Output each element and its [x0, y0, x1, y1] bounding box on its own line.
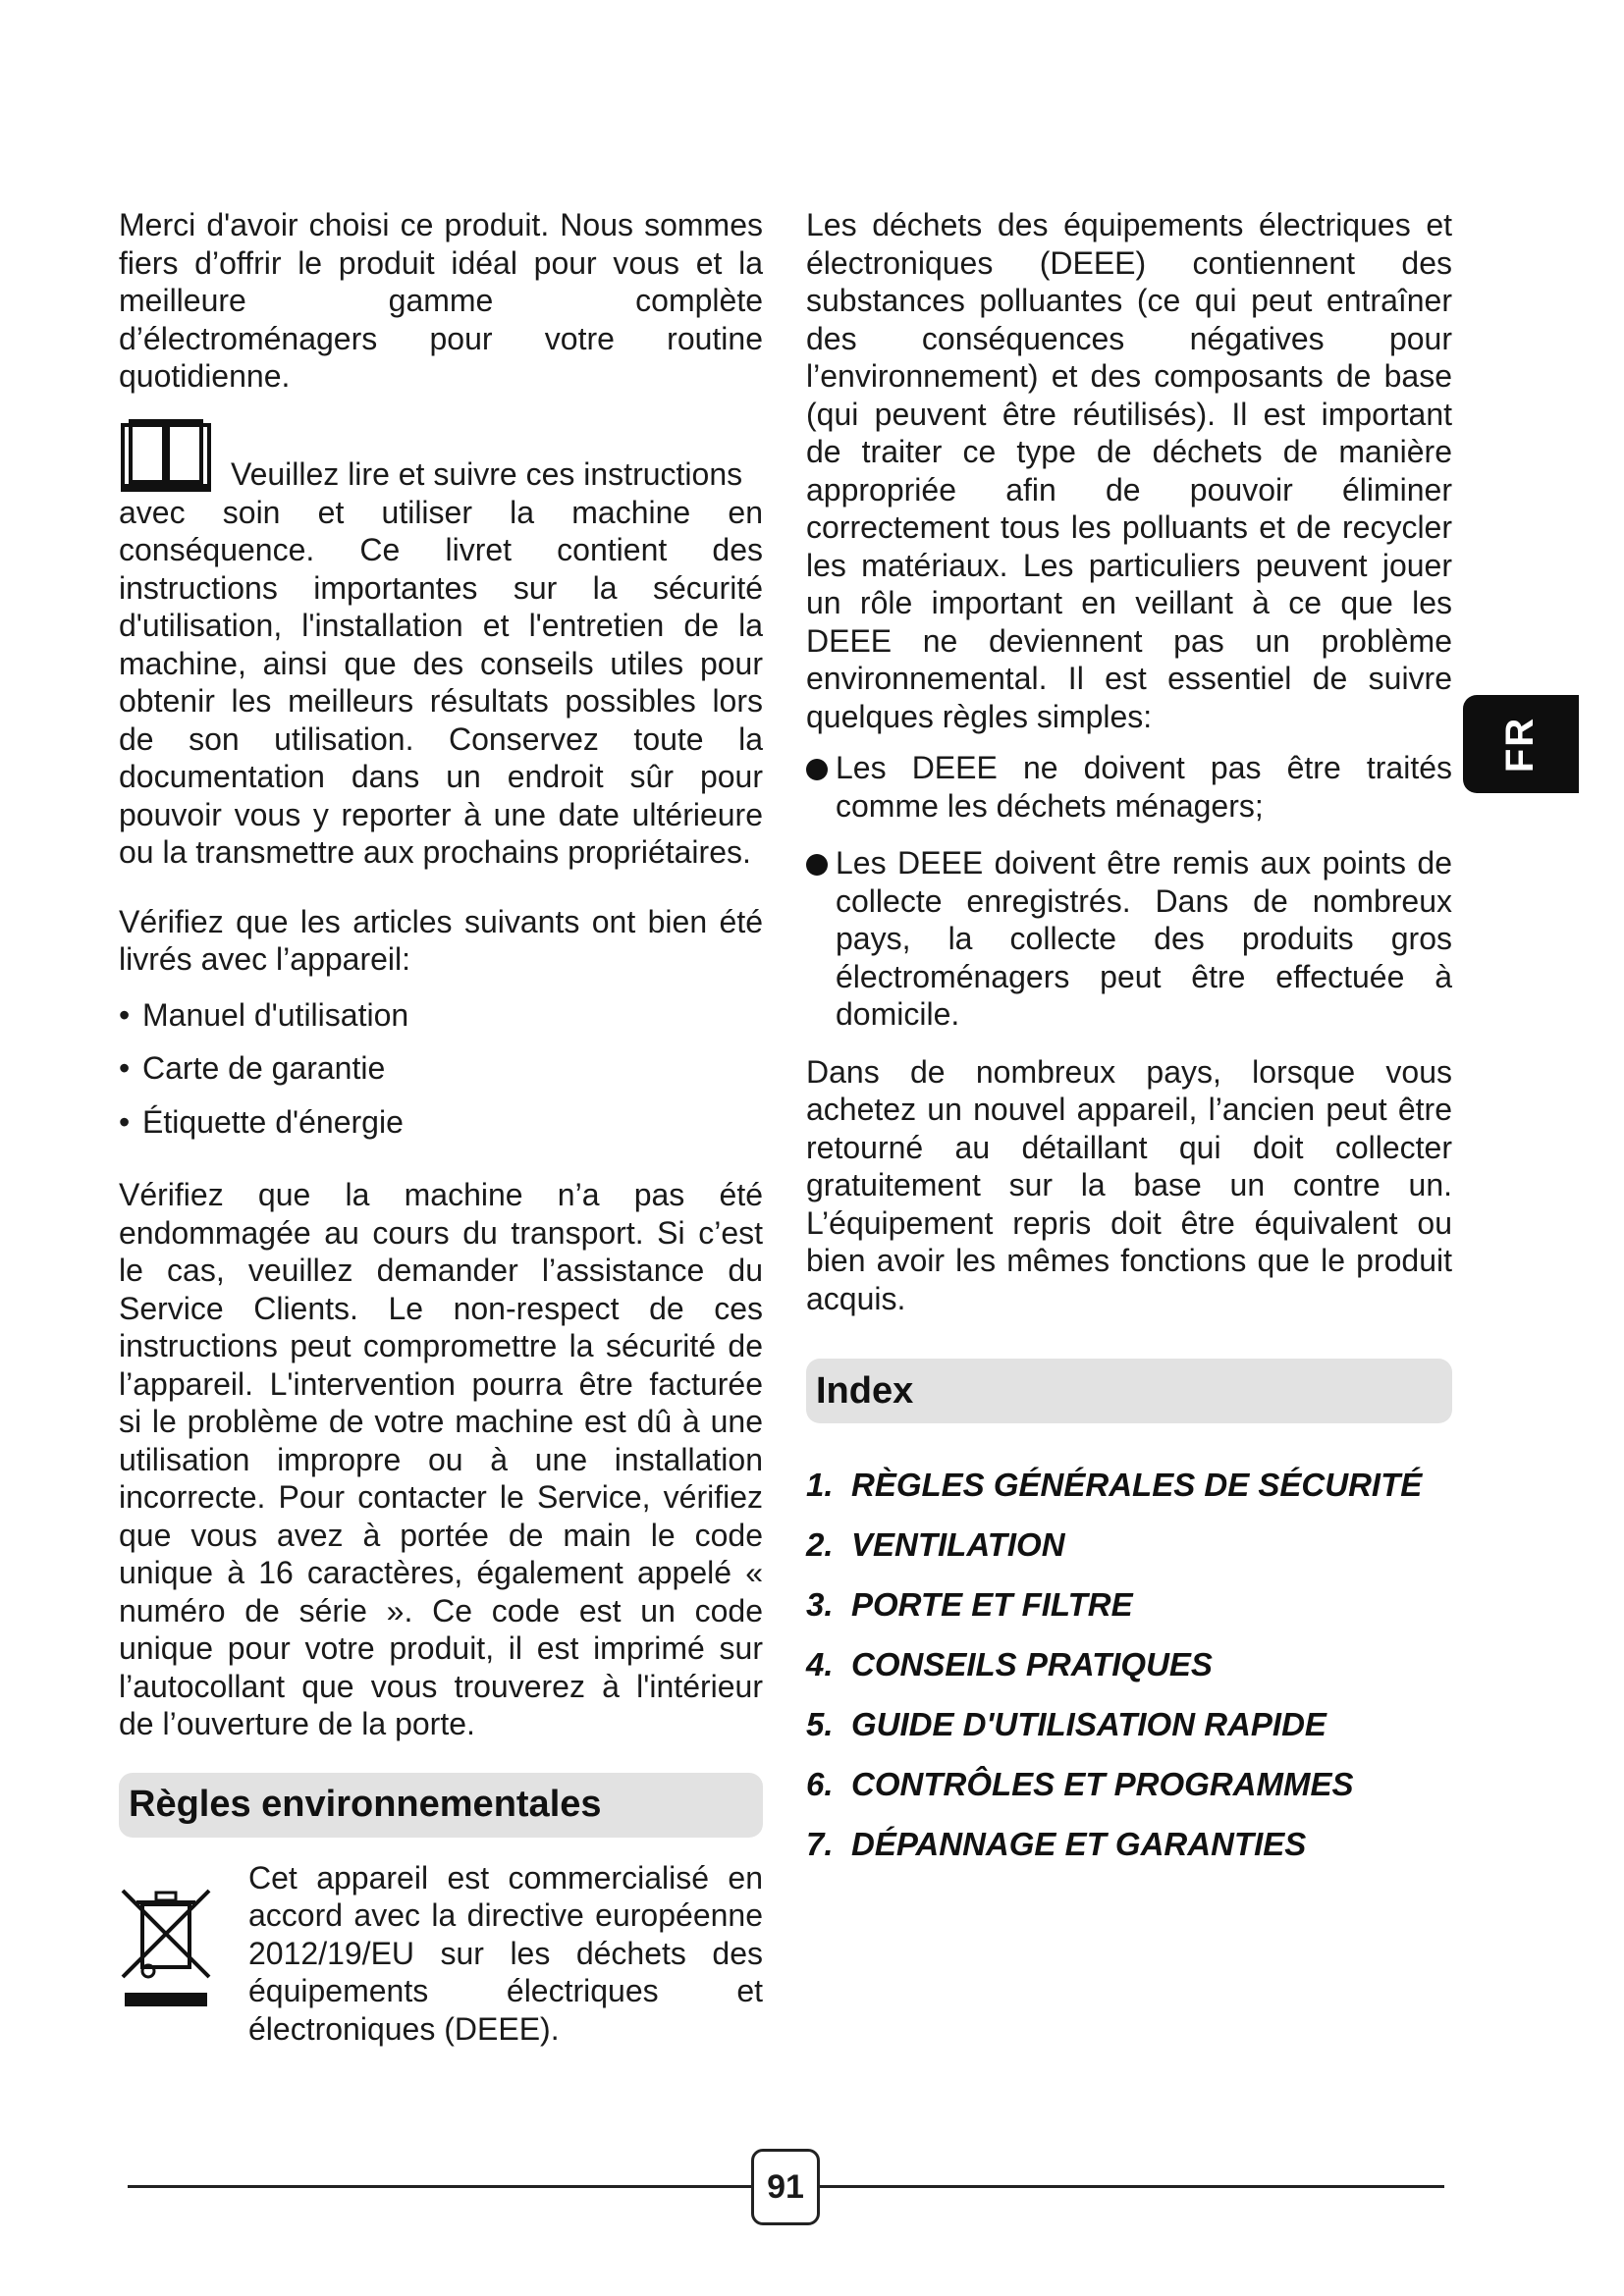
list-item: Les DEEE doivent être remis aux points de collecte enregistrés. Dans de nombreux pays, la collecte des produits gros électroménagers peut être effectuée à domicile.	[806, 844, 1452, 1034]
weee-block	[119, 1859, 763, 2049]
index-item[interactable]: 5. GUIDE D'UTILISATION RAPIDE	[806, 1706, 1326, 1742]
index-item[interactable]: 6. CONTRÔLES ET PROGRAMMES	[806, 1766, 1354, 1802]
right-column	[806, 206, 1452, 1884]
deee-rules-list	[806, 749, 1452, 1034]
index-item[interactable]: 2. VENTILATION	[806, 1526, 1065, 1563]
footer-rule-left	[128, 2185, 751, 2188]
index-item[interactable]: 4. CONSEILS PRATIQUES	[806, 1646, 1213, 1682]
list-item: • Carte de garantie	[119, 1049, 763, 1088]
index-list	[806, 1465, 1452, 1884]
crossed-bin-icon	[119, 1883, 213, 2010]
read-instructions-first: Veuillez lire et suivre ces instructions	[231, 456, 743, 492]
weee-directive-text: Cet appareil est commercialisé en accord avec la directive européenne 2012/19/EU sur les déchets des équipements électriques et électroniques (DEEE).	[248, 1859, 763, 2047]
footer-rule-right	[820, 2185, 1444, 2188]
retailer-paragraph: Dans de nombreux pays, lorsque vous achetez un nouvel appareil, l’ancien peut être retourné au détaillant qui doit collecter gratuitement sur la base un contre un. L’équipement repris doit être équivalent ou bien avoir les mêmes fonctions que le produit acquis.	[806, 1053, 1452, 1316]
book-icon	[119, 419, 213, 494]
index-item[interactable]: 3. PORTE ET FILTRE	[806, 1586, 1133, 1623]
transport-paragraph: Vérifiez que la machine n’a pas été endommagée au cours du transport. Si c’est le cas, veuillez demander l’assistance du Service Clients. Le non-respect de ces instructions peut compromettre la sécurité de l’appareil. L'intervention pourra être facturée si le problème de votre machine est dû à une utilisation impropre ou à une installation incorrecte. Pour contacter le Service, vérifiez que vous avez à portée de main le code unique à 16 caractères, également appelé « numéro de série ». Ce code est un code unique pour votre produit, il est imprimé sur l’autocollant que vous trouverez à l'intérieur de l’ouverture de la porte.	[119, 1177, 763, 1741]
language-label: FR	[1498, 716, 1543, 773]
left-column	[119, 206, 763, 2048]
index-item[interactable]: 1. RÈGLES GÉNÉRALES DE SÉCURITÉ	[806, 1467, 1423, 1503]
read-instructions-text: avec soin et utiliser la machine en conséquence. Ce livret contient des instructions importantes sur la sécurité d'utilisation, l'installation et l'entretien de la machine, ainsi que des conseils utiles pour obtenir les meilleurs résultats possibles lors de son utilisation. Conservez toute la documentation dans un endroit sûr pour pouvoir vous y reporter à une date ultérieure ou la transmettre aux prochains propriétaires.	[119, 494, 763, 870]
read-instructions-line	[119, 396, 763, 494]
list-item: Les DEEE ne doivent pas être traités comme les déchets ménagers;	[806, 749, 1452, 825]
list-item: • Étiquette d'énergie	[119, 1103, 763, 1142]
list-item: • Manuel d'utilisation	[119, 996, 763, 1035]
page-number: 91	[751, 2149, 820, 2225]
check-items-text: Vérifiez que les articles suivants ont bien été livrés avec l’appareil:	[119, 903, 763, 977]
intro-paragraph: Merci d'avoir choisi ce produit. Nous sommes fiers d’offrir le produit idéal pour vous et la meilleure gamme complète d’électroménagers pour votre routine quotidienne.	[119, 207, 763, 394]
deee-paragraph: Les déchets des équipements électriques et électroniques (DEEE) contiennent des substances polluantes (ce qui peut entraîner des conséquences négatives pour l’environnement) et des composants de base (qui peuvent être réutilisés). Il est important de traiter ce type de déchets de manière appropriée afin de pouvoir éliminer correctement tous les polluants et de recycler les matériaux. Les particuliers peuvent jouer un rôle important en veillant à ce que les DEEE ne deviennent pas un problème environnemental. Il est essentiel de suivre quelques règles simples:	[806, 207, 1452, 734]
index-heading: Index	[806, 1359, 1452, 1423]
delivered-items-list	[119, 996, 763, 1142]
language-tab	[1463, 695, 1579, 793]
env-rules-heading: Règles environnementales	[119, 1773, 763, 1838]
index-item[interactable]: 7. DÉPANNAGE ET GARANTIES	[806, 1826, 1307, 1862]
